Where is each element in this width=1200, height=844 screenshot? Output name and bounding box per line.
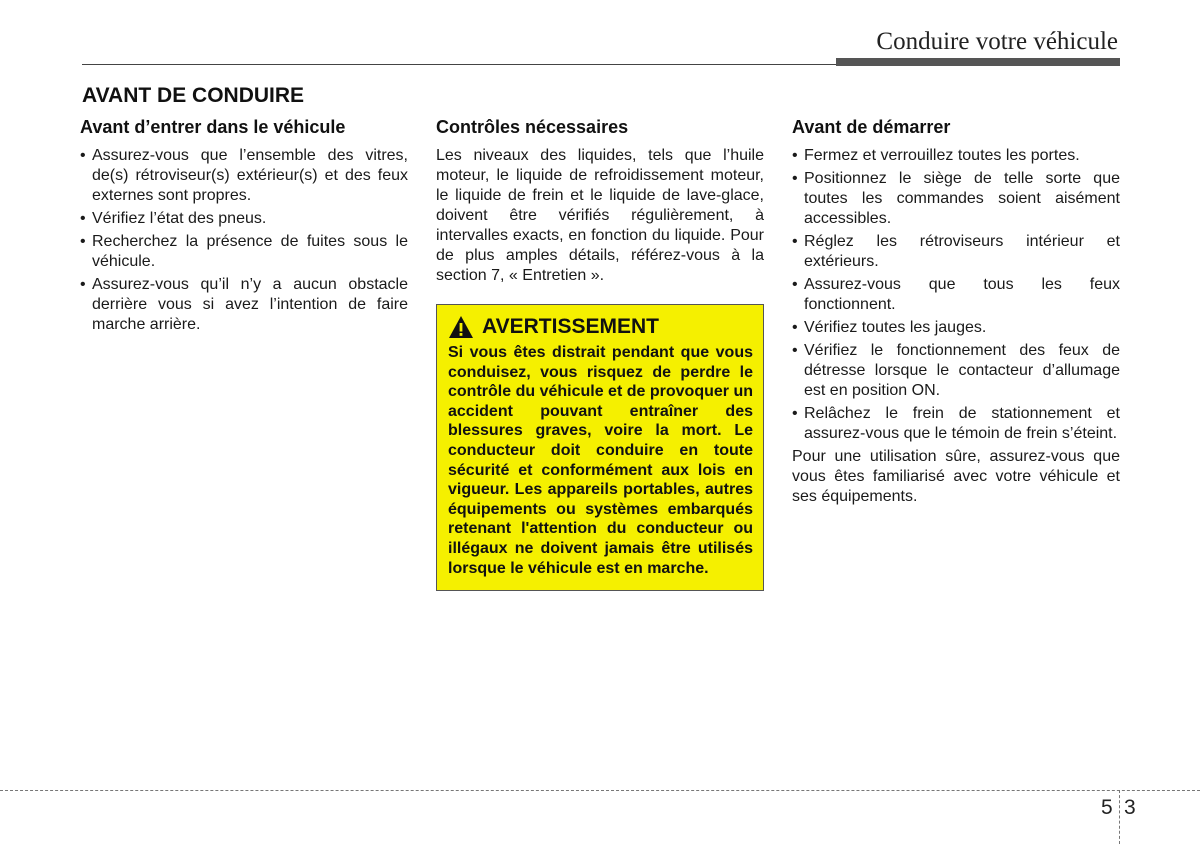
warning-header [448, 315, 753, 339]
list-item [80, 209, 408, 229]
list-item [80, 146, 408, 206]
list-item-text: Vérifiez l’état des pneus. [92, 210, 267, 227]
list-item-text: Assurez-vous qu’il n’y a aucun obstacle derrière vous si avez l’intention de faire marche arrière. [92, 276, 408, 333]
column-heading: Contrôles nécessaires [436, 117, 629, 137]
list-item [792, 275, 1120, 315]
bullet-marker: • [792, 276, 798, 293]
bullet-marker: • [792, 170, 798, 187]
column-heading: Avant de démarrer [792, 117, 951, 137]
bullet-list [80, 146, 408, 335]
list-item [792, 169, 1120, 229]
bullet-marker: • [80, 276, 86, 293]
list-item [80, 275, 408, 335]
bullet-list [792, 146, 1120, 444]
section-title: AVANT DE CONDUIRE [82, 84, 305, 107]
chapter-number: 5 [1101, 796, 1113, 819]
closing-paragraph: Pour une utilisation sûre, assurez-vous que vous êtes familiarisé avec votre véhicule et ses équipements. [792, 448, 1120, 505]
column-necessary-checks [436, 117, 764, 591]
list-item [792, 232, 1120, 272]
page-number: 3 [1124, 796, 1136, 819]
bullet-marker: • [80, 210, 86, 227]
bullet-marker: • [792, 405, 798, 422]
bullet-marker: • [792, 147, 798, 164]
list-item-text: Assurez-vous que l’ensemble des vitres, de(s) rétroviseur(s) extérieur(s) et des feux externes sont propres. [92, 147, 408, 204]
list-item-text: Relâchez le frein de stationnement et assurez-vous que le témoin de frein s’éteint. [804, 405, 1120, 442]
column-before-entering [80, 117, 408, 338]
list-item [792, 404, 1120, 444]
list-item-text: Positionnez le siège de telle sorte que toutes les commandes soient aisément accessibles. [804, 170, 1120, 227]
bullet-marker: • [792, 342, 798, 359]
checks-paragraph: Les niveaux des liquides, tels que l’huile moteur, le liquide de refroidissement moteur, le liquide de frein et le liquide de lave-glace, doivent être vérifiés régulièrement, à intervalles exacts, en fonction du liquide. Pour de plus amples détails, référez-vous à la section 7, « Entretien ». [436, 147, 764, 284]
header-rule-accent [836, 58, 1120, 66]
list-item-text: Vérifiez toutes les jauges. [804, 319, 987, 336]
list-item [792, 318, 1120, 338]
footer-rule [0, 790, 1200, 791]
list-item [792, 146, 1120, 166]
warning-triangle-icon [448, 315, 474, 339]
list-item-text: Recherchez la présence de fuites sous le véhicule. [92, 233, 408, 270]
column-before-starting [792, 117, 1120, 507]
chapter-title: Conduire votre véhicule [876, 28, 1118, 55]
list-item [792, 341, 1120, 401]
bullet-marker: • [792, 233, 798, 250]
column-heading: Avant d’entrer dans le véhicule [80, 117, 346, 137]
bullet-marker: • [80, 147, 86, 164]
list-item-text: Assurez-vous que tous les feux fonctionnent. [804, 276, 1120, 313]
list-item-text: Vérifiez le fonctionnement des feux de détresse lorsque le contacteur d’allumage est en position ON. [804, 342, 1120, 399]
bullet-marker: • [80, 233, 86, 250]
footer-divider [1119, 790, 1120, 844]
warning-title: AVERTISSEMENT [482, 315, 659, 338]
bullet-marker: • [792, 319, 798, 336]
warning-text: Si vous êtes distrait pendant que vous conduisez, vous risquez de perdre le contrôle du véhicule et de provoquer un accident pouvant entraîner des blessures graves, voire la mort. Le conducteur doit conduire en toute sécurité et conformément aux lois en vigueur. Les appareils portables, autres équipements ou systèmes embarqués retenant l'attention du conducteur ou illégaux ne doivent jamais être utilisés lorsque le véhicule est en marche. [448, 344, 753, 577]
warning-box [436, 304, 764, 591]
list-item-text: Fermez et verrouillez toutes les portes. [804, 147, 1080, 164]
list-item [80, 232, 408, 272]
list-item-text: Réglez les rétroviseurs intérieur et extérieurs. [804, 233, 1120, 270]
